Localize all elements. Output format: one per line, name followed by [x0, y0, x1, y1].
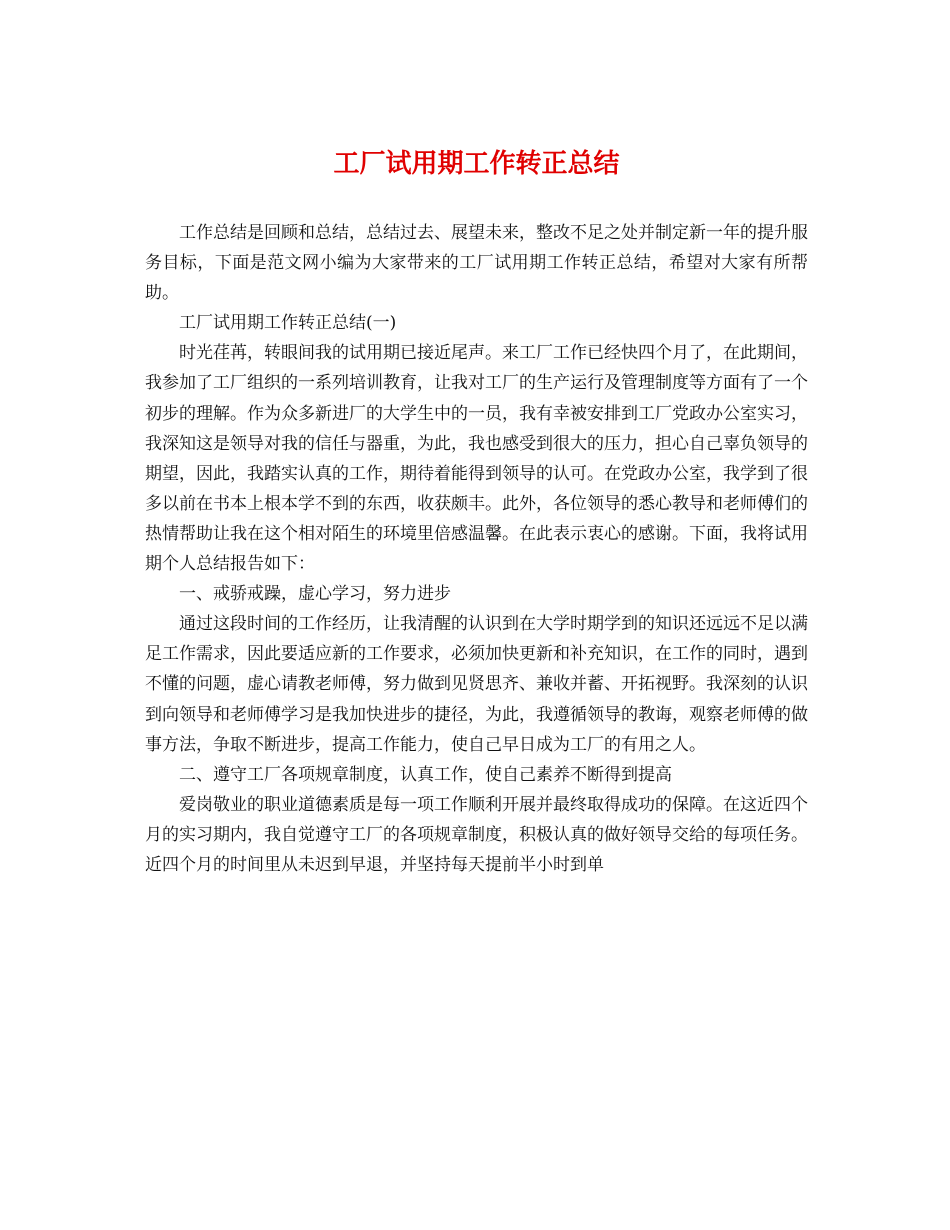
- body-paragraph: 通过这段时间的工作经历，让我清醒的认识到在大学时期学到的知识还远远不足以满足工作需求，因此要适应新的工作要求，必须加快更新和补充知识，在工作的同时，遇到不懂的问题，虚心请教老师傅，努力做到见贤思齐、兼收并蓄、开拓视野。我深刻的认识到向领导和老师傅学习是我加快进步的捷径，为此，我遵循领导的教诲，观察老师傅的做事方法，争取不断进步，提高工作能力，使自己早日成为工厂的有用之人。: [145, 614, 808, 755]
- intro-paragraph: 工作总结是回顾和总结，总结过去、展望未来，整改不足之处并制定新一年的提升服务目标，下面是范文网小编为大家带来的工厂试用期工作转正总结，希望对大家有所帮助。: [145, 223, 808, 304]
- body-paragraph: 爱岗敬业的职业道德素质是每一项工作顺利开展并最终取得成功的保障。在这近四个月的实习期内，我自觉遵守工厂的各项规章制度，积极认真的做好领导交给的每项任务。近四个月的时间里从未迟到早退，并坚持每天提前半小时到单: [145, 794, 808, 875]
- section-heading-1: 一、戒骄戒躁，虚心学习，努力进步: [179, 584, 451, 605]
- body-paragraph: 时光荏苒，转眼间我的试用期已接近尾声。来工厂工作已经快四个月了，在此期间，我参加了工厂组织的一系列培训教育，让我对工厂的生产运行及管理制度等方面有了一个初步的理解。作为众多新进厂的大学生中的一员，我有幸被安排到工厂党政办公室实习，我深知这是领导对我的信任与器重，为此，我也感受到很大的压力，担心自己辜负领导的期望，因此，我踏实认真的工作，期待着能得到领导的认可。在党政办公室，我学到了很多以前在书本上根本学不到的东西，收获颇丰。此外，各位领导的悉心教导和老师傅们的热情帮助让我在这个相对陌生的环境里倍感温馨。在此表示衷心的感谢。下面，我将试用期个人总结报告如下：: [145, 343, 808, 575]
- document-title: 工厂试用期工作转正总结: [333, 149, 620, 179]
- section-heading-2: 二、遵守工厂各项规章制度，认真工作，使自己素养不断得到提高: [179, 764, 672, 785]
- section-heading-part-one: 工厂试用期工作转正总结(一): [179, 313, 397, 334]
- document-body: [145, 218, 808, 880]
